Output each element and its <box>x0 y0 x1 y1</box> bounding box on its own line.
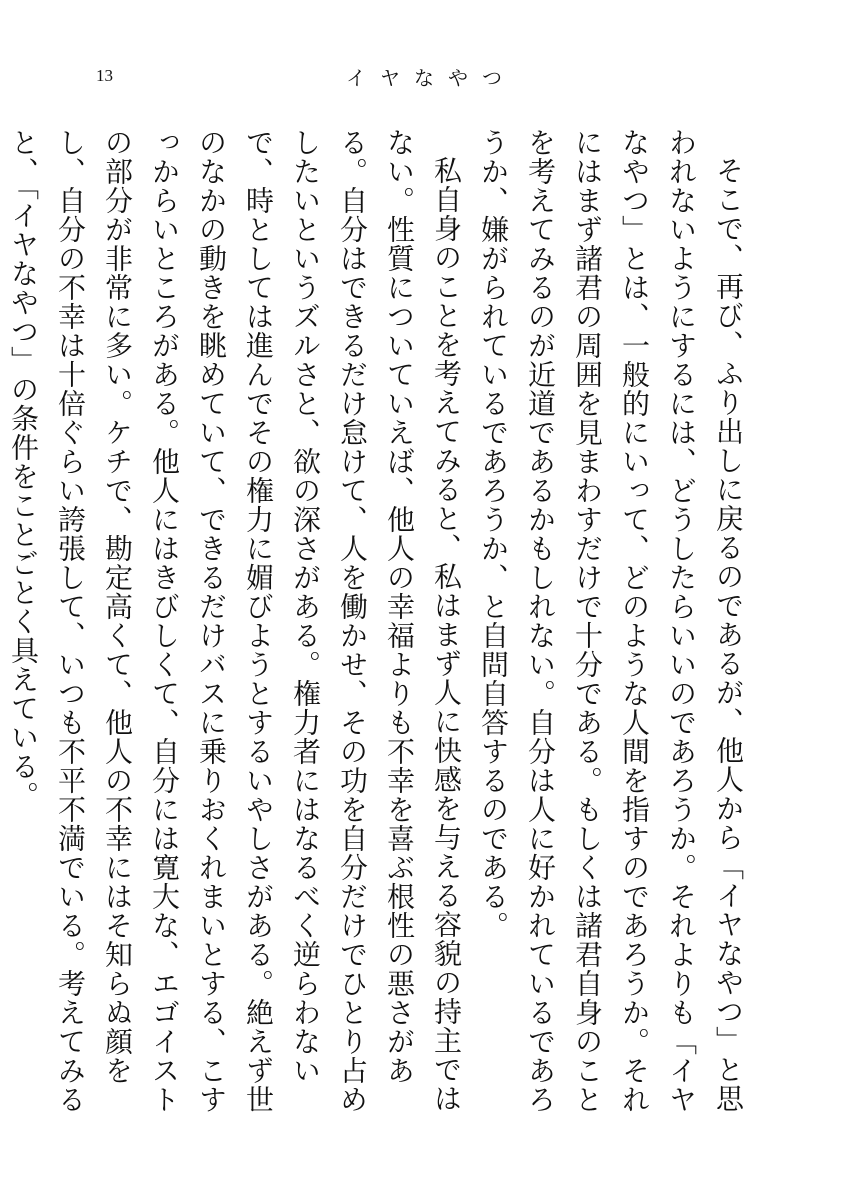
paragraph-1: そこで、再び、ふり出しに戻るのであるが、他人から「イヤなやつ」と思われないようにするには、どうしたらいいのであろうか。それよりも「イヤなやつ」とは、一般的にいって、どのような人間を指すのであろうか。それにはまず諸君の周囲を見まわすだけで十分である。もしくは諸君自身のことを考えてみるのが近道であるかもしれない。自分は人に好かれているであろうか、嫌がられているであろうか、と自問自答するのである。 <box>477 128 745 1114</box>
running-title: イヤなやつ <box>346 66 516 90</box>
paragraph-2: 私自身のことを考えてみると、私はまず人に快感を与える容貌の持主ではない。性質についていえば、他人の幸福よりも不幸を喜ぶ根性の悪さがある。自分はできるだけ怠けて、人を働かせ、その功を自分だけでひとり占めしたいというズルさと、欲の深さがある。権力者にはなるべく逆らわないで、時としては進んでその権力に媚びようとするいやしさがある。絶えず世のなかの動きを眺めていて、できるだけバスに乗りおくれまいとする、こすっからいところがある。他人にはきびしくて、自分には寛大な、エゴイストの部分が非常に多い。ケチで、勘定高くて、他人の不幸にはそ知らぬ顔をし、自分の不幸は十倍ぐらい誇張して、いつも不平不満でいる。考えてみると、「イヤなやつ」の条件をことごとく具えている。 <box>7 128 463 1114</box>
page-number: 13 <box>96 66 113 85</box>
body-text <box>7 128 752 1128</box>
